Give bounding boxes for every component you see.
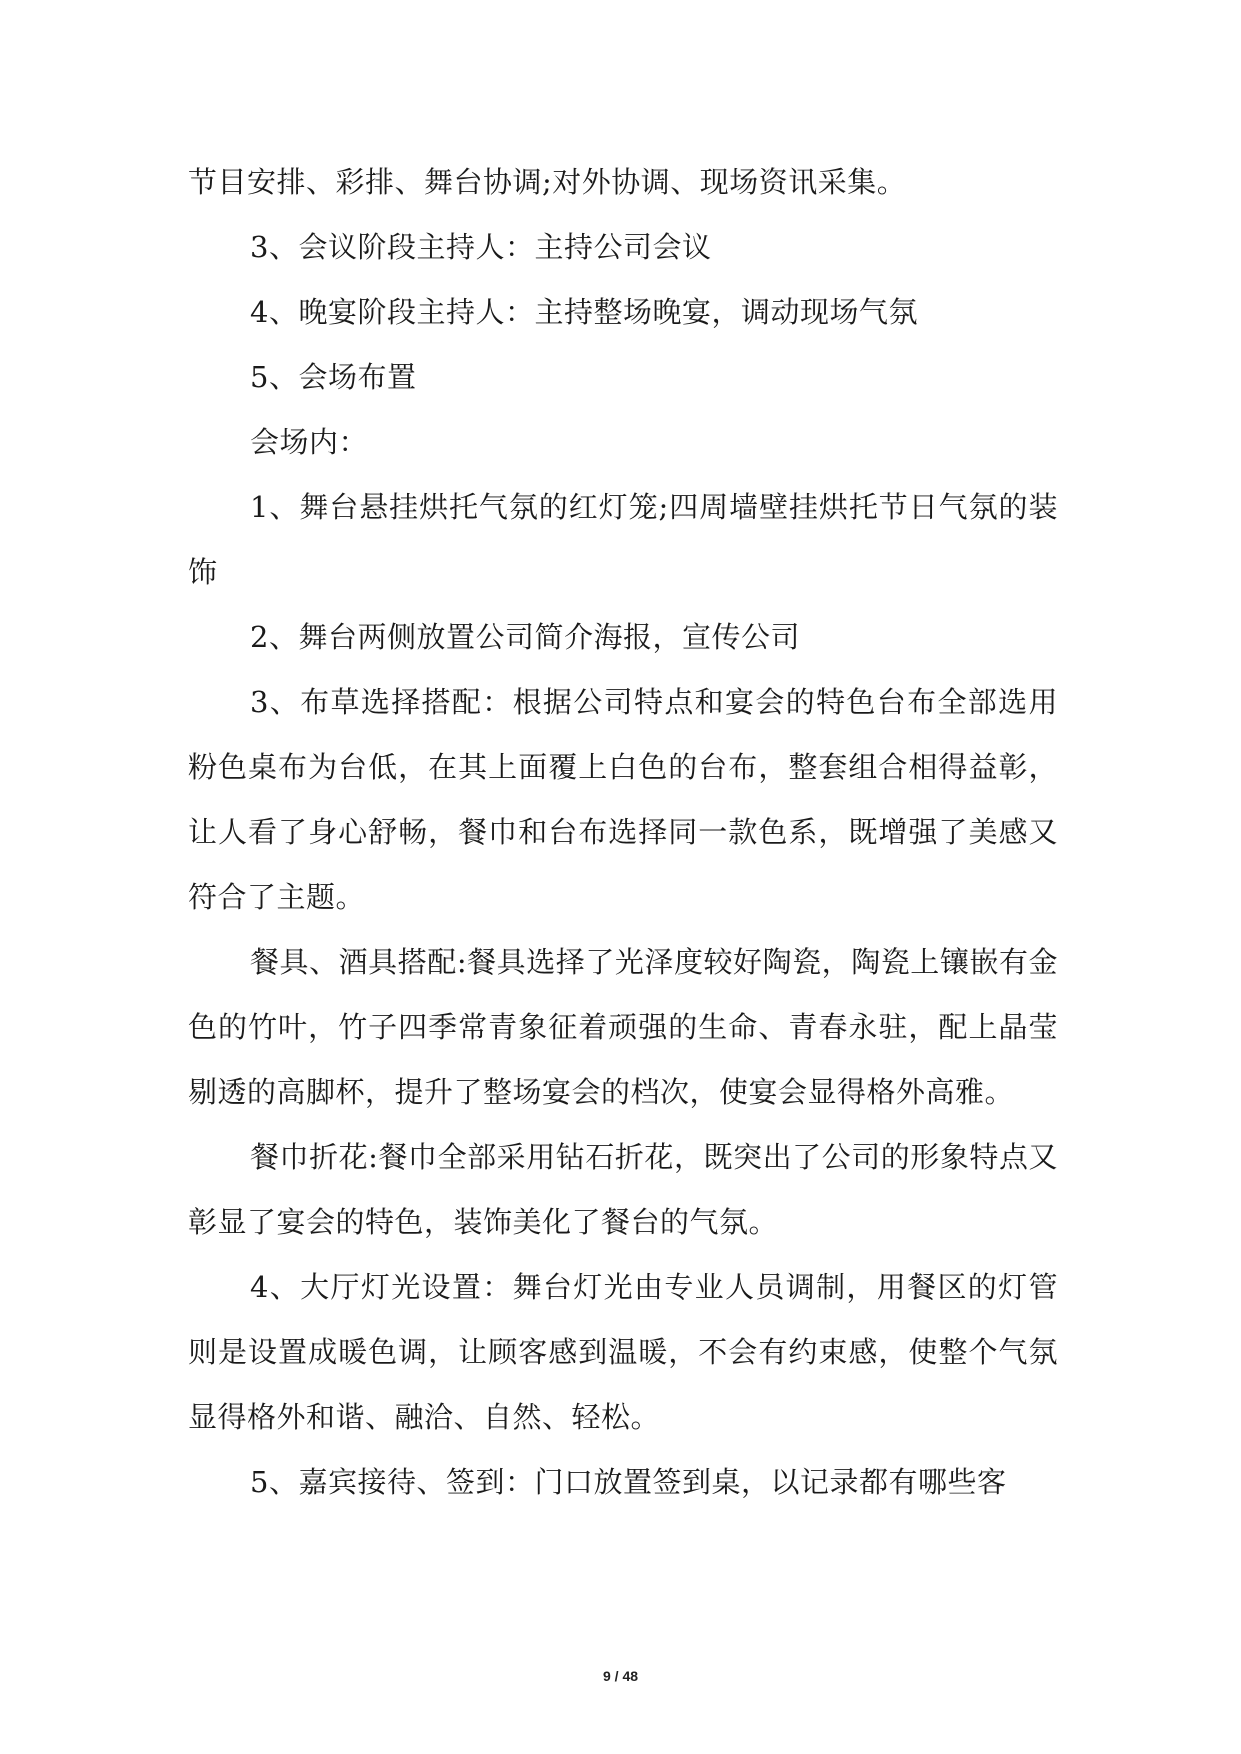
paragraph: 4、晚宴阶段主持人：主持整场晚宴，调动现场气氛 xyxy=(250,295,918,329)
paragraph: 节目安排、彩排、舞台协调;对外协调、现场资讯采集。 xyxy=(188,165,907,199)
paragraph: 餐巾折花:餐巾全部采用钻石折花，既突出了公司的形象特点又彰显了宴会的特色，装饰美化了餐台的气氛。 xyxy=(188,1140,1058,1239)
paragraph: 1、舞台悬挂烘托气氛的红灯笼;四周墙壁挂烘托节日气氛的装饰 xyxy=(188,490,1058,589)
paragraph: 5、嘉宾接待、签到：门口放置签到桌，以记录都有哪些客 xyxy=(250,1465,1007,1499)
page-number: 9 / 48 xyxy=(602,1668,639,1684)
section-heading: 5、会场布置 xyxy=(250,360,417,394)
paragraph: 餐具、酒具搭配:餐具选择了光泽度较好陶瓷，陶瓷上镶嵌有金色的竹叶，竹子四季常青象征着顽强的生命、青春永驻，配上晶莹剔透的高脚杯，提升了整场宴会的档次，使宴会显得格外高雅。 xyxy=(188,945,1058,1109)
paragraph: 3、布草选择搭配：根据公司特点和宴会的特色台布全部选用粉色桌布为台低，在其上面覆上白色的台布，整套组合相得益彰，让人看了身心舒畅，餐巾和台布选择同一款色系，既增强了美感又符合了主题。 xyxy=(188,685,1058,914)
paragraph: 4、大厅灯光设置：舞台灯光由专业人员调制，用餐区的灯管则是设置成暖色调，让顾客感到温暖，不会有约束感，使整个气氛显得格外和谐、融洽、自然、轻松。 xyxy=(188,1270,1058,1434)
subsection-heading: 会场内： xyxy=(250,425,369,459)
paragraph: 3、会议阶段主持人：主持公司会议 xyxy=(250,230,712,264)
document-body xyxy=(188,150,1058,1515)
paragraph: 2、舞台两侧放置公司简介海报，宣传公司 xyxy=(250,620,800,654)
